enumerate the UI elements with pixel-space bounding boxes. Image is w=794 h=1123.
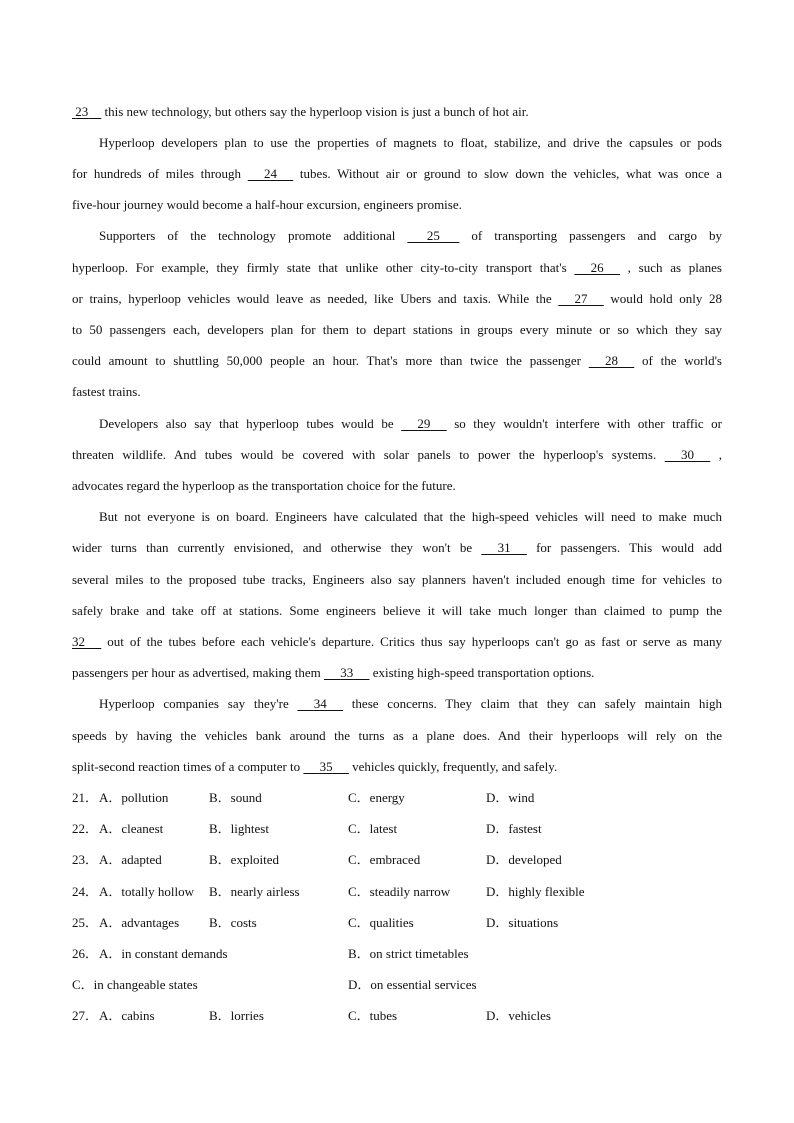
passage-line: Supporters of the technology promote additional 25 of transporting passengers and cargo by bbox=[99, 228, 722, 243]
passage-line: Hyperloop companies say they're 34 these concerns. They claim that they can safely maintain high bbox=[99, 696, 722, 711]
passage-line: Developers also say that hyperloop tubes would be 29 so they wouldn't interfere with other traffic or bbox=[99, 416, 722, 431]
option-c[interactable]: C．energy bbox=[348, 790, 405, 805]
option-a[interactable]: A．cabins bbox=[99, 1008, 155, 1023]
passage-line: Hyperloop developers plan to use the properties of magnets to float, stabilize, and drive the capsules or pods bbox=[99, 135, 722, 150]
passage-line: speeds by having the vehicles bank around the turns as a plane does. And their hyperloops will rely on the bbox=[72, 728, 722, 743]
option-d[interactable]: D．wind bbox=[486, 790, 535, 805]
passage-line: for hundreds of miles through 24 tubes. Without air or ground to slow down the vehicles, what was once a bbox=[72, 166, 722, 181]
passage-line: five-hour journey would become a half-hour excursion, engineers promise. bbox=[72, 197, 462, 212]
blank-25: 25 bbox=[426, 228, 440, 243]
option-b[interactable]: B．nearly airless bbox=[209, 884, 300, 899]
question-number: 26． bbox=[72, 946, 99, 961]
question-number: 22． bbox=[72, 821, 99, 836]
passage-line: wider turns than currently envisioned, and otherwise they won't be 31 for passengers. This would add bbox=[72, 540, 722, 555]
passage-line: passengers per hour as advertised, making them 33 existing high-speed transportation options. bbox=[72, 665, 595, 680]
blank-31: 31 bbox=[497, 540, 511, 555]
passage-line: or trains, hyperloop vehicles would leave as needed, like Ubers and taxis. While the 27 would hold only 28 bbox=[72, 291, 722, 306]
passage-line: fastest trains. bbox=[72, 384, 141, 399]
question-number: 24． bbox=[72, 884, 99, 899]
question-number: 25． bbox=[72, 915, 99, 930]
option-a[interactable]: A．in constant demands bbox=[99, 946, 228, 961]
option-c[interactable]: C．qualities bbox=[348, 915, 414, 930]
question-number: 21． bbox=[72, 790, 99, 805]
option-c[interactable]: C．latest bbox=[348, 821, 398, 836]
passage-line: 23 this new technology, but others say the hyperloop vision is just a bunch of hot air. bbox=[72, 104, 722, 120]
blank-23: 23 bbox=[75, 104, 89, 119]
passage-line: could amount to shuttling 50,000 people an hour. That's more than twice the passenger 28 of the world's bbox=[72, 353, 722, 368]
question-26-options-cont bbox=[72, 977, 722, 995]
option-d[interactable]: D．on essential services bbox=[348, 977, 477, 992]
passage-line: safely brake and take off at stations. Some engineers believe it will take much longer than claimed to pump the bbox=[72, 603, 722, 618]
option-a[interactable]: A．adapted bbox=[99, 852, 162, 867]
passage-line: But not everyone is on board. Engineers have calculated that the high-speed vehicles will need to make much bbox=[99, 509, 722, 524]
passage-line: threaten wildlife. And tubes would be covered with solar panels to power the hyperloop's systems. 30 , bbox=[72, 447, 722, 462]
option-c[interactable]: C．tubes bbox=[348, 1008, 398, 1023]
question-23-options bbox=[72, 852, 722, 870]
question-number: 23． bbox=[72, 852, 99, 867]
blank-33: 33 bbox=[340, 665, 354, 680]
passage-line: to 50 passengers each, developers plan for them to depart stations in groups every minute or so which they say bbox=[72, 322, 722, 337]
option-d[interactable]: D．developed bbox=[486, 852, 562, 867]
option-b[interactable]: B．costs bbox=[209, 915, 257, 930]
blank-35: 35 bbox=[319, 759, 333, 774]
blank-34: 34 bbox=[313, 696, 327, 711]
option-a[interactable]: A．cleanest bbox=[99, 821, 164, 836]
blank-29: 29 bbox=[417, 416, 431, 431]
option-c[interactable]: C．steadily narrow bbox=[348, 884, 451, 899]
option-b[interactable]: B．on strict timetables bbox=[348, 946, 469, 961]
option-a[interactable]: A．totally hollow bbox=[99, 884, 194, 899]
passage-line: several miles to the proposed tube tracks, Engineers also say planners haven't included enough time for vehicles to bbox=[72, 572, 722, 587]
option-b[interactable]: B．exploited bbox=[209, 852, 280, 867]
question-number: 27． bbox=[72, 1008, 99, 1023]
option-b[interactable]: B．lightest bbox=[209, 821, 269, 836]
option-d[interactable]: D．fastest bbox=[486, 821, 542, 836]
blank-24: 24 bbox=[263, 166, 277, 181]
blank-28: 28 bbox=[604, 353, 618, 368]
option-d[interactable]: D．highly flexible bbox=[486, 884, 585, 899]
option-a[interactable]: A．pollution bbox=[99, 790, 169, 805]
question-27-options bbox=[72, 1008, 722, 1026]
option-c[interactable]: C．embraced bbox=[348, 852, 421, 867]
option-d[interactable]: D．vehicles bbox=[486, 1008, 551, 1023]
option-b[interactable]: B．sound bbox=[209, 790, 262, 805]
passage-line: hyperloop. For example, they firmly state that unlike other city-to-city transport that's 26 , such as planes bbox=[72, 260, 722, 275]
passage-line: advocates regard the hyperloop as the transportation choice for the future. bbox=[72, 478, 456, 493]
option-a[interactable]: A．advantages bbox=[99, 915, 180, 930]
option-d[interactable]: D．situations bbox=[486, 915, 559, 930]
question-21-options bbox=[72, 790, 722, 808]
option-b[interactable]: B．lorries bbox=[209, 1008, 264, 1023]
blank-27: 27 bbox=[574, 291, 588, 306]
blank-30: 30 bbox=[680, 447, 694, 462]
option-c[interactable]: C．in changeable states bbox=[72, 977, 198, 992]
question-24-options bbox=[72, 884, 722, 902]
blank-32: 32 bbox=[72, 634, 85, 649]
blank-26: 26 bbox=[590, 260, 604, 275]
question-25-options bbox=[72, 915, 722, 933]
question-22-options bbox=[72, 821, 722, 839]
passage-line: 32 out of the tubes before each vehicle's departure. Critics thus say hyperloops can't go as fast or serve as many bbox=[72, 634, 722, 649]
question-26-options bbox=[72, 946, 722, 964]
passage-line: split-second reaction times of a computer to 35 vehicles quickly, frequently, and safely. bbox=[72, 759, 558, 774]
